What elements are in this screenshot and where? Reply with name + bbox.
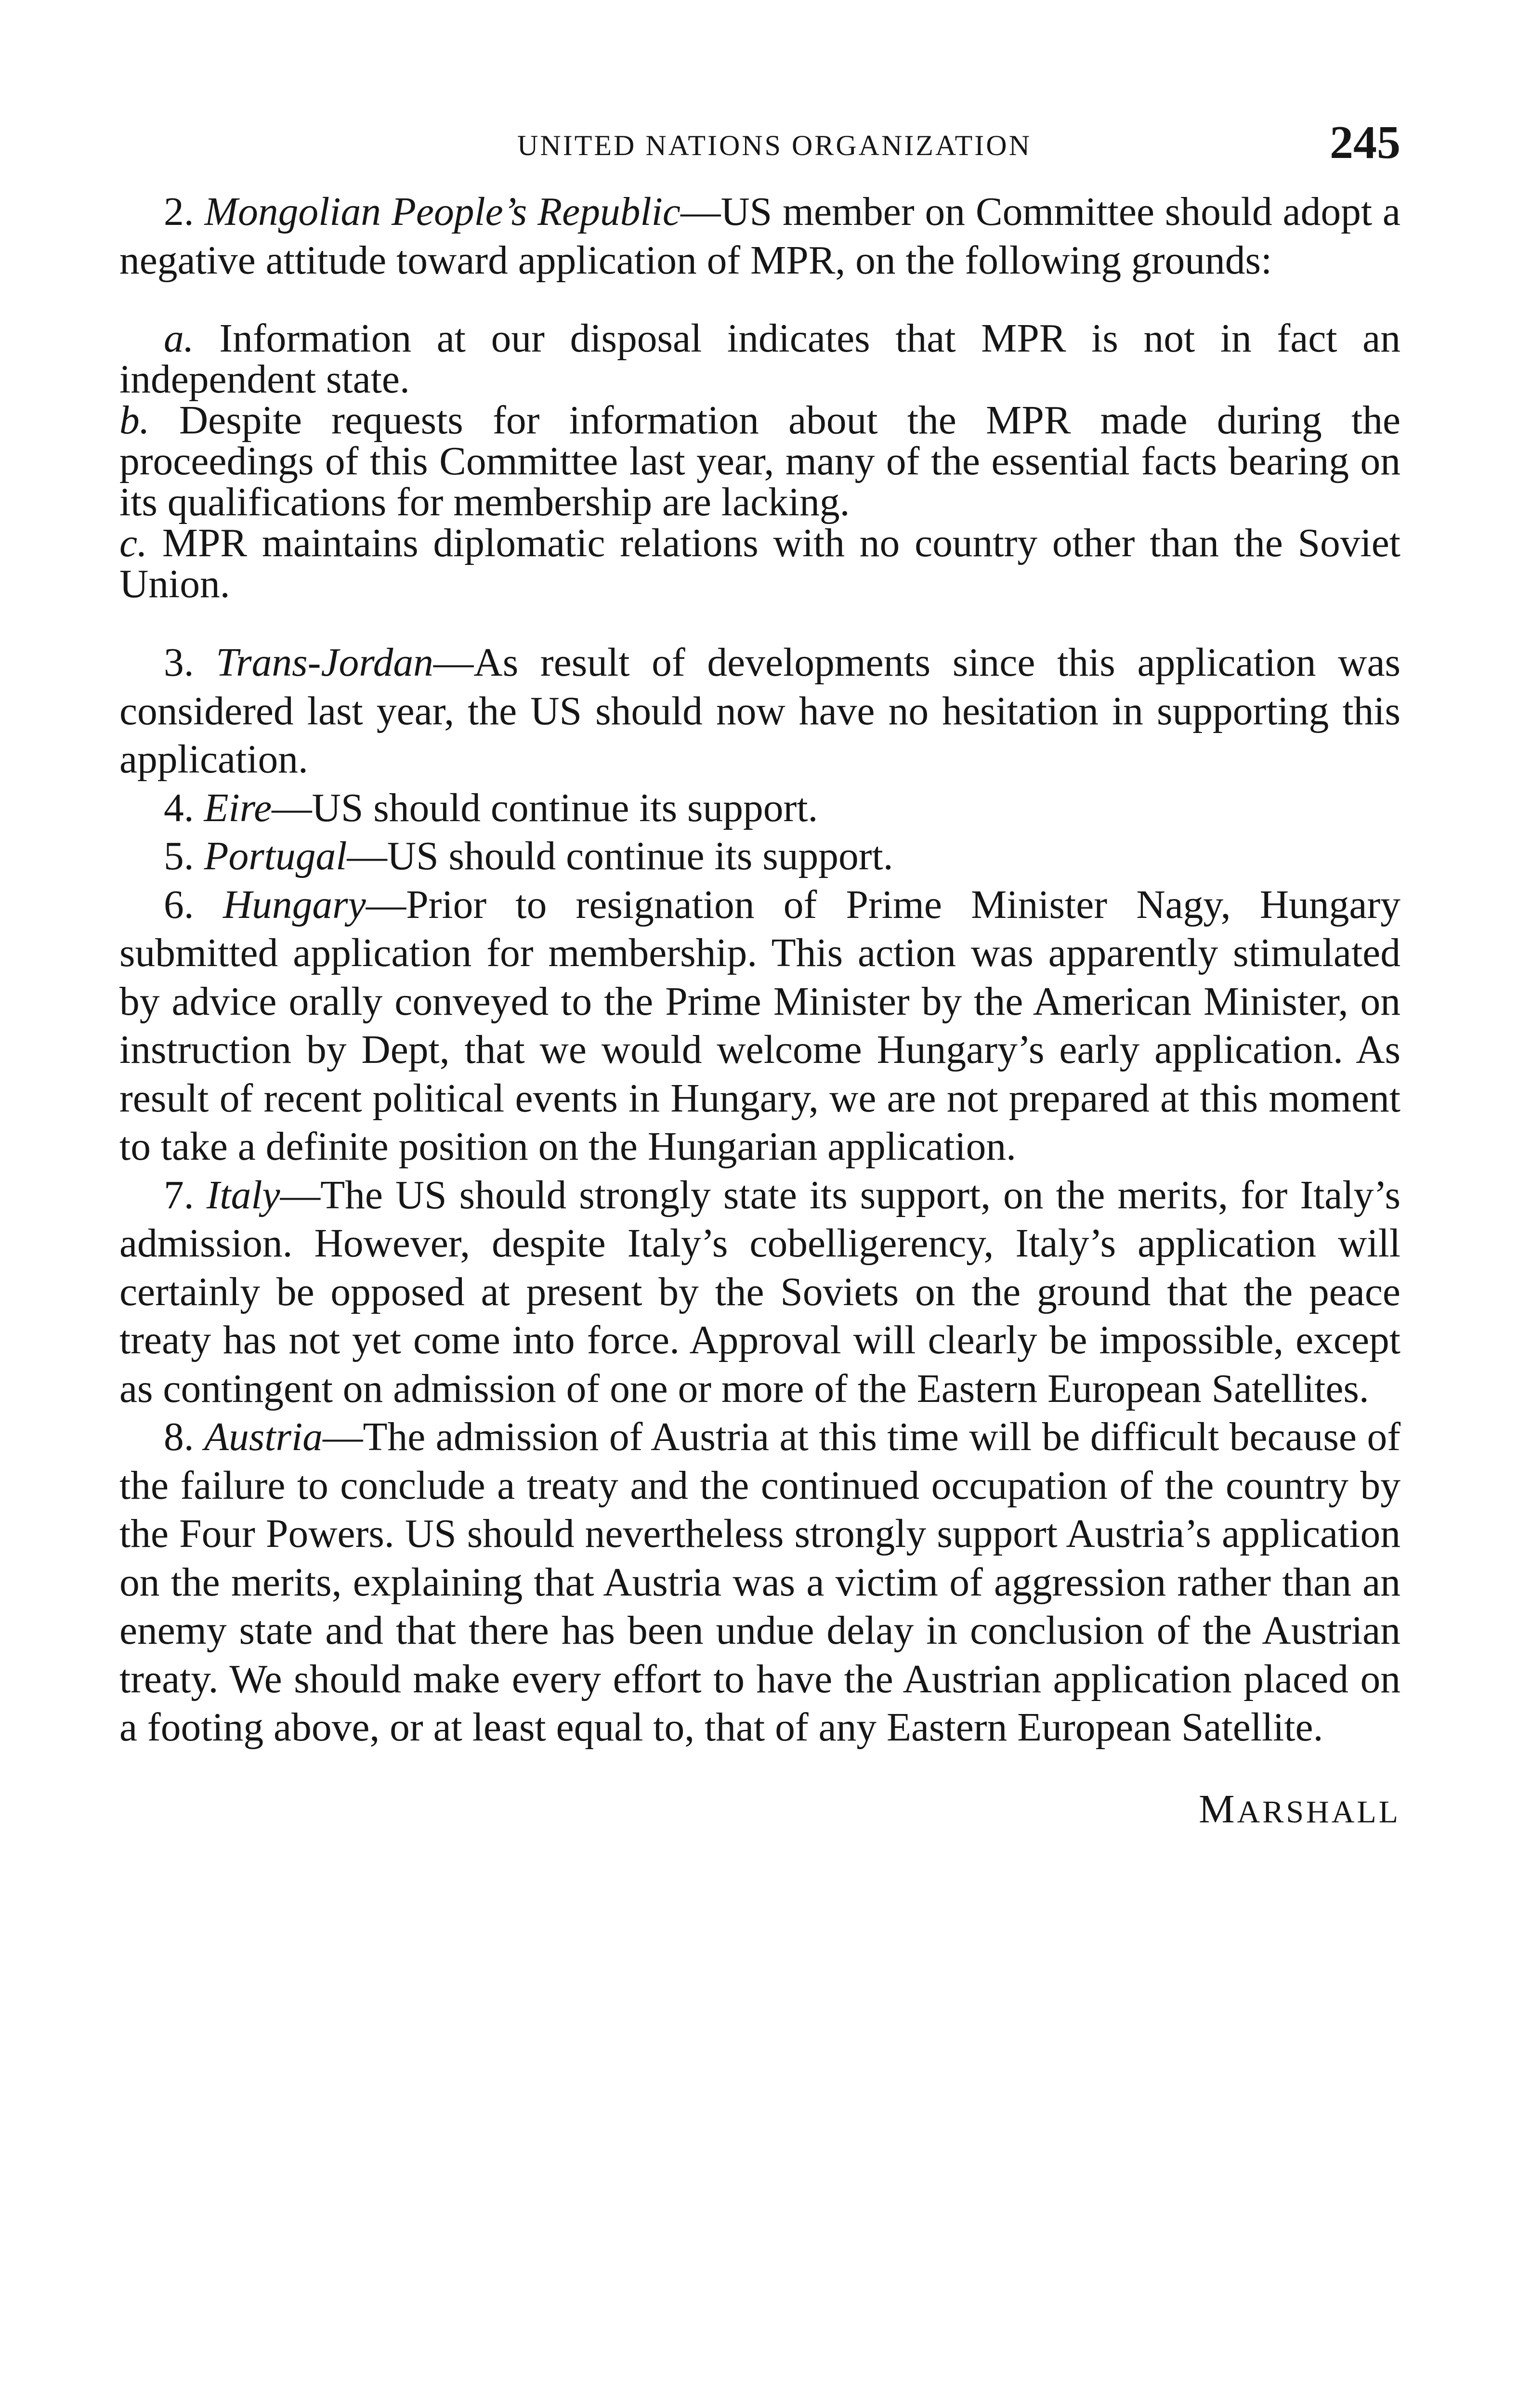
subparagraph-a	[119, 318, 1400, 400]
paragraph-body: —The admission of Austria at this time will be difficult because of the failure to conclude a treaty and the continued occupation of the country by the Four Powers. US should nevertheless strongly support Austria’s application on the merits, explaining that Austria was a victim of aggression rather than an enemy state and that there has been undue delay in conclusion of the Austrian treaty. We should make every effort to have the Austrian application placed on a footing above, or at least equal to, that of any Eastern European Satellite.	[119, 1415, 1401, 1750]
subparagraph-letter: b.	[119, 398, 150, 443]
paragraph-title: Eire	[204, 785, 272, 830]
subparagraph-letter: c.	[119, 521, 147, 565]
running-head: UNITED NATIONS ORGANIZATION	[517, 130, 1032, 161]
paragraph-mongolia	[119, 188, 1400, 285]
document-page	[119, 116, 1400, 1832]
paragraph-number: 5.	[164, 834, 194, 878]
signature-rest: ARSHALL	[1237, 1794, 1400, 1830]
paragraph-number: 7.	[164, 1173, 194, 1217]
paragraph-italy	[119, 1171, 1400, 1413]
paragraph-portugal	[119, 832, 1400, 881]
paragraph-trans-jordan	[119, 639, 1400, 784]
subparagraph-body: MPR maintains diplomatic relations with no country other than the Soviet Union.	[119, 521, 1401, 606]
paragraph-body: —US member on Committee should adopt a negative attitude toward application of MPR, on the following grounds:	[119, 190, 1400, 283]
paragraph-title: Portugal	[204, 834, 347, 878]
paragraph-title: Mongolian People’s Republic	[204, 190, 680, 234]
paragraph-eire	[119, 784, 1400, 833]
paragraph-title: Hungary	[222, 882, 366, 927]
paragraph-number: 3.	[164, 641, 194, 685]
subparagraph-body: Information at our disposal indicates that MPR is not in fact an independent state.	[119, 316, 1400, 402]
paragraph-number: 6.	[164, 882, 194, 927]
paragraph-title: Trans-Jordan	[216, 641, 433, 685]
paragraph-number: 4.	[164, 785, 194, 830]
paragraph-body: —Prior to resignation of Prime Minister Nagy, Hungary submitted application for membership. This action was apparently stimulated by advice orally conveyed to the Prime Minister by the American Minister, on instruction by Dept, that we would welcome Hungary’s early application. As result of recent political events in Hungary, we are not prepared at this moment to take a definite position on the Hungarian application.	[119, 882, 1400, 1169]
signature-initial: M	[1198, 1786, 1237, 1832]
paragraph-title: Austria	[204, 1415, 323, 1459]
page-number: 245	[1330, 117, 1400, 169]
paragraph-austria	[119, 1413, 1400, 1752]
subparagraph-body: Despite requests for information about the MPR made during the proceedings of this Committee last year, many of the essential facts bearing on its qualifications for membership are lacking.	[119, 398, 1400, 524]
paragraph-hungary	[119, 881, 1400, 1171]
page-header	[119, 116, 1400, 173]
paragraph-body: —US should continue its support.	[272, 785, 818, 830]
paragraph-number: 8.	[164, 1415, 194, 1459]
paragraph-title: Italy	[206, 1173, 280, 1217]
subparagraph-letter: a.	[164, 316, 194, 361]
paragraph-body: —US should continue its support.	[347, 834, 893, 878]
subparagraph-b	[119, 400, 1400, 523]
paragraph-number: 2.	[164, 190, 194, 234]
signature	[119, 1786, 1400, 1832]
subparagraph-c	[119, 523, 1400, 605]
paragraph-body: —The US should strongly state its support, on the merits, for Italy’s admission. However, despite Italy’s cobelligerency, Italy’s application will certainly be opposed at present by the Soviets on the ground that the peace treaty has not yet come into force. Approval will clearly be impossible, except as contingent on admission of one or more of the Eastern European Satellites.	[119, 1173, 1401, 1411]
paragraph-body: —As result of developments since this application was considered last year, the US should now have no hesitation in supporting this application.	[119, 641, 1401, 782]
